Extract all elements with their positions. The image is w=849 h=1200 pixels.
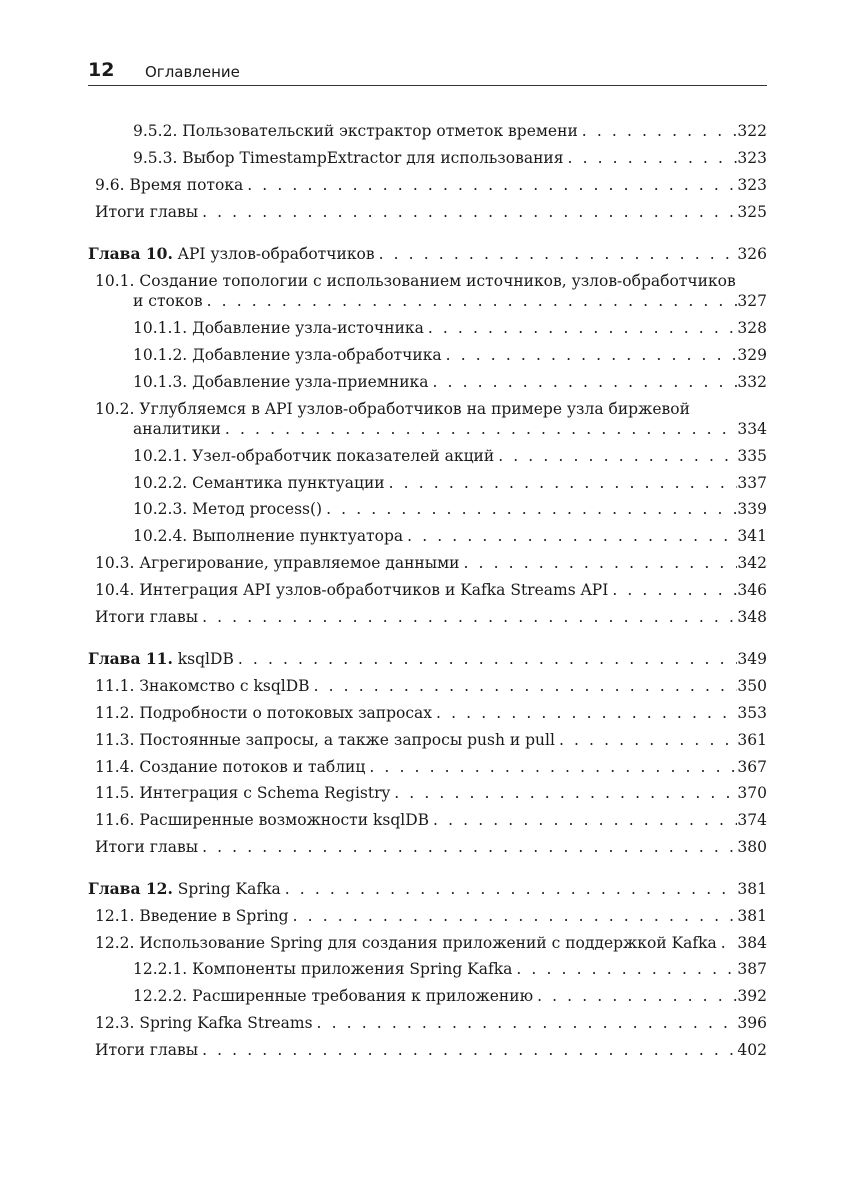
dot-leader [429, 807, 737, 833]
toc-entry-label: 9.6. Время потока [95, 176, 244, 194]
running-title: Оглавление [145, 63, 240, 81]
toc-entry-label: 10.3. Агрегирование, управляемое данными [95, 554, 460, 572]
dot-leader [385, 470, 738, 496]
toc-entry[interactable] [88, 577, 767, 603]
toc-entry-label: 11.6. Расширенные возможности ksqlDB [95, 811, 430, 829]
toc-entry-label: 11.2. Подробности о потоковых запросах [95, 704, 433, 722]
toc-entry-label [88, 876, 281, 902]
toc-page-number: 326 [737, 245, 767, 263]
toc-entry-label: 10.1.2. Добавление узла-обработчика [133, 346, 442, 364]
dot-leader [424, 315, 738, 341]
toc-page-number: 349 [737, 650, 767, 668]
dot-leader [442, 342, 738, 368]
dot-leader [310, 673, 738, 699]
toc-page-number: 327 [737, 292, 767, 310]
toc-chapter-entry[interactable] [88, 876, 767, 902]
toc-entry[interactable] [88, 983, 767, 1009]
toc-entry[interactable] [88, 834, 767, 860]
chapter-title: Spring Kafka [172, 880, 281, 898]
toc-entry-label: 12.2.1. Компоненты приложения Spring Kafka [133, 960, 513, 978]
toc-page-number: 381 [737, 880, 767, 898]
toc-page-number: 334 [737, 420, 767, 438]
toc-page-number: 323 [737, 176, 767, 194]
toc-chapter-entry[interactable] [88, 646, 767, 672]
toc-entry-label: Итоги главы [95, 1041, 199, 1059]
toc-entry-label [88, 646, 234, 672]
dot-leader [403, 523, 737, 549]
toc-entry-label: 10.2.2. Семантика пунктуации [133, 474, 385, 492]
toc-page-number: 367 [737, 758, 767, 776]
dot-leader [428, 369, 737, 395]
toc-entry[interactable] [88, 400, 767, 442]
dot-leader [564, 145, 738, 171]
toc-page-number: 384 [737, 934, 767, 952]
toc-entry-label: 9.5.2. Пользовательский экстрактор отметок времени [133, 122, 578, 140]
toc-page-number: 328 [737, 319, 767, 337]
toc-page-number: 374 [737, 811, 767, 829]
toc-entry-label: 10.1.3. Добавление узла-приемника [133, 373, 429, 391]
page-number: 12 [88, 59, 115, 81]
toc-entry-label: Итоги главы [95, 838, 199, 856]
toc-entry[interactable] [88, 754, 767, 780]
dot-leader [375, 241, 738, 267]
toc-entry-label: 11.4. Создание потоков и таблиц [95, 758, 366, 776]
toc-entry-label: 10.4. Интеграция API узлов-обработчиков и Kafka Streams API [95, 581, 609, 599]
toc-page-number: 346 [737, 581, 767, 599]
toc-entry-label: и стоков [133, 292, 203, 310]
dot-leader [365, 754, 737, 780]
toc-entry[interactable] [88, 780, 767, 806]
chapter-number: Глава 10. [88, 244, 173, 263]
toc-page-number: 396 [737, 1014, 767, 1032]
toc-entry-label: аналитики [133, 420, 221, 438]
toc-entry[interactable] [88, 369, 767, 395]
dot-leader [533, 983, 737, 1009]
toc-entry-label [88, 241, 375, 267]
toc-entry-label: 10.2.3. Метод process() [133, 500, 323, 518]
toc-page-number: 325 [737, 203, 767, 221]
toc-entry[interactable] [88, 673, 767, 699]
dot-leader [234, 646, 738, 672]
dot-leader [459, 550, 737, 576]
dot-leader [289, 903, 738, 929]
toc-entry[interactable] [88, 807, 767, 833]
toc-page-number: 361 [737, 731, 767, 749]
toc-page-number: 402 [737, 1041, 767, 1059]
dot-leader [198, 834, 737, 860]
dot-leader [608, 577, 737, 603]
dot-leader [512, 956, 737, 982]
dot-leader [243, 172, 737, 198]
toc-entry-title: 10.2. Углубляемся в API узлов-обработчиков на примере узла биржевой [95, 400, 690, 418]
dot-leader [281, 876, 738, 902]
toc-page-number: 342 [737, 554, 767, 572]
chapter-number: Глава 12. [88, 879, 173, 898]
toc-entry[interactable] [88, 272, 767, 314]
toc-entry[interactable] [88, 1010, 767, 1036]
toc-page-number: 341 [737, 527, 767, 545]
toc-entry[interactable] [88, 443, 767, 469]
chapter-number: Глава 11. [88, 649, 173, 668]
dot-leader [555, 727, 737, 753]
toc-entry-label: 11.1. Знакомство с ksqlDB [95, 677, 310, 695]
toc-page-number: 337 [737, 474, 767, 492]
dot-leader [198, 604, 737, 630]
dot-leader [390, 780, 737, 806]
toc-entry[interactable] [88, 550, 767, 576]
toc-entry[interactable] [88, 199, 767, 225]
chapter-title: API узлов-обработчиков [172, 245, 375, 263]
toc-page-number: 370 [737, 784, 767, 802]
toc-entry[interactable] [88, 496, 767, 522]
toc-entry-label: Итоги главы [95, 203, 199, 221]
toc-entry-label: 12.1. Введение в Spring [95, 907, 289, 925]
toc-page-number: 387 [737, 960, 767, 978]
toc-entry[interactable] [88, 700, 767, 726]
page-header [88, 58, 767, 86]
toc-entry[interactable] [88, 523, 767, 549]
dot-leader [432, 700, 737, 726]
toc-page-number: 322 [737, 122, 767, 140]
toc-page-number: 348 [737, 608, 767, 626]
toc-entry-label: 12.3. Spring Kafka Streams [95, 1014, 313, 1032]
dot-leader [578, 118, 738, 144]
toc-page-number: 335 [737, 447, 767, 465]
chapter-title: ksqlDB [172, 650, 234, 668]
toc-entry[interactable] [88, 118, 767, 144]
dot-leader [717, 930, 738, 956]
toc-entry[interactable] [88, 172, 767, 198]
toc-page-number: 381 [737, 907, 767, 925]
toc-page-number: 329 [737, 346, 767, 364]
toc-entry-label: Итоги главы [95, 608, 199, 626]
toc-entry-label: 12.2.2. Расширенные требования к приложению [133, 987, 534, 1005]
toc-entry[interactable] [88, 470, 767, 496]
toc-chapter-entry[interactable] [88, 241, 767, 267]
toc-entry-label: 11.3. Постоянные запросы, а также запросы push и pull [95, 731, 555, 749]
toc-entry[interactable] [88, 1037, 767, 1063]
toc-entry[interactable] [88, 315, 767, 341]
toc-page-number: 392 [737, 987, 767, 1005]
toc-entry[interactable] [88, 903, 767, 929]
toc-entry-label: 10.2.1. Узел-обработчик показателей акций [133, 447, 495, 465]
toc-entry[interactable] [88, 342, 767, 368]
toc-entry[interactable] [88, 727, 767, 753]
toc-entry-label: 12.2. Использование Spring для создания приложений с поддержкой Kafka [95, 934, 717, 952]
dot-leader [198, 1037, 737, 1063]
toc-page-number: 350 [737, 677, 767, 695]
toc-entry-title: 10.1. Создание топологии с использованием источников, узлов-обработчиков [95, 272, 736, 290]
toc-entry[interactable] [88, 930, 767, 956]
toc-page-number: 339 [737, 500, 767, 518]
toc-entry-label: 10.2.4. Выполнение пунктуатора [133, 527, 404, 545]
toc-page-number: 380 [737, 838, 767, 856]
dot-leader [494, 443, 737, 469]
toc-page-number: 332 [737, 373, 767, 391]
dot-leader [313, 1010, 738, 1036]
toc-entry-label: 10.1.1. Добавление узла-источника [133, 319, 424, 337]
dot-leader [322, 496, 737, 522]
toc-page-number: 353 [737, 704, 767, 722]
toc-entry-label: 9.5.3. Выбор TimestampExtractor для использования [133, 149, 564, 167]
toc-page-number: 323 [737, 149, 767, 167]
toc-entry-label: 11.5. Интеграция с Schema Registry [95, 784, 391, 802]
toc-entry[interactable] [88, 145, 767, 171]
dot-leader [198, 199, 737, 225]
toc-entry[interactable] [88, 604, 767, 630]
toc-entry[interactable] [88, 956, 767, 982]
